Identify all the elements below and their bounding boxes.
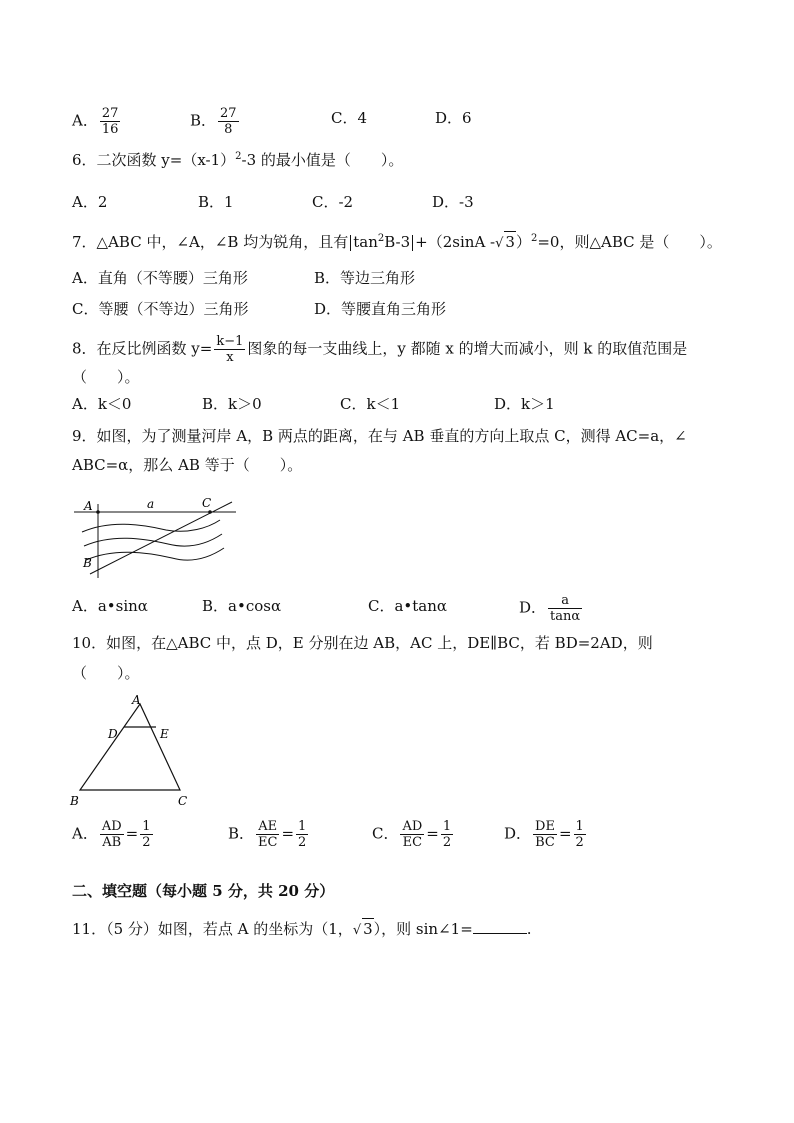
q10-stem-line1: 10．如图，在△ABC 中，点 D，E 分别在边 AB，AC 上，DE∥BC，若 BD=2AD，则 xyxy=(72,634,653,652)
q7-stem xyxy=(72,231,722,254)
q9-option-a: A．a•sinα xyxy=(72,597,148,615)
numerator: 27 xyxy=(220,106,237,121)
q8-line2: （ ）。 xyxy=(72,368,140,386)
label-a: A xyxy=(132,693,141,707)
fraction xyxy=(296,819,308,850)
option-label: B． xyxy=(228,824,255,843)
denominator: EC xyxy=(258,835,278,850)
river-wave-1 xyxy=(82,520,220,532)
fraction xyxy=(140,819,152,850)
q9-option-d xyxy=(519,593,584,624)
label-b: B xyxy=(70,794,79,808)
numerator: AE xyxy=(256,819,279,835)
abs-bar-right xyxy=(412,235,413,251)
q7-tan-rest: B-3 xyxy=(384,233,411,251)
fraction xyxy=(441,819,453,850)
q7-text-b: =0，则△ABC 是（ ）。 xyxy=(537,233,722,251)
q11-text-b: ），则 sin∠1= xyxy=(373,920,473,938)
q8-option-d: D．k＞1 xyxy=(494,395,555,413)
numerator: AD xyxy=(101,819,122,834)
triangle-abc xyxy=(80,704,180,790)
equals: = xyxy=(558,824,572,843)
numerator: a xyxy=(548,593,582,609)
fraction xyxy=(400,819,424,850)
denominator: 16 xyxy=(101,122,119,137)
section-title: 二、填空题（每小题 5 分，共 20 分） xyxy=(72,882,335,900)
fraction xyxy=(574,819,586,850)
fraction xyxy=(214,334,245,365)
q10-option-d xyxy=(504,819,588,850)
q11-sqrt-arg: 3 xyxy=(363,920,373,938)
q6-text-b: -3 的最小值是（ ）。 xyxy=(241,151,404,169)
label-small-a: a xyxy=(147,497,155,511)
point-c xyxy=(208,510,212,514)
denominator: AB xyxy=(102,835,122,850)
option-label: C． xyxy=(372,824,399,843)
q11-stem xyxy=(72,918,532,941)
q7-close: ） xyxy=(515,233,531,251)
point-a xyxy=(96,510,100,514)
q7-exponent: 2 xyxy=(530,233,538,244)
q8-stem xyxy=(72,334,687,365)
numerator: 1 xyxy=(298,819,307,834)
q11-text-a: 11．（5 分）如图，若点 A 的坐标为（1， xyxy=(72,920,353,938)
q9-stem-line1: 9．如图，为了测量河岸 A，B 两点的距离，在与 AB 垂直的方向上取点 C，测得 AC=a，∠ xyxy=(72,427,687,445)
option-label: B． xyxy=(190,111,217,130)
q10-option-c xyxy=(372,819,455,850)
q10-option-b xyxy=(228,819,310,850)
label-a: A xyxy=(84,499,93,513)
option-label: A． xyxy=(72,111,98,130)
numerator: 1 xyxy=(142,819,151,834)
denominator: 8 xyxy=(224,122,233,137)
q6-exponent: 2 xyxy=(235,151,242,162)
river-wave-2 xyxy=(84,534,222,546)
q7-option-b: B．等边三角形 xyxy=(314,269,416,287)
q9-river-figure xyxy=(70,490,242,582)
q8-text-a: 8．在反比例函数 y= xyxy=(72,339,213,358)
denominator: 2 xyxy=(442,835,452,850)
q6-text-a: 6．二次函数 y=（x-1） xyxy=(72,151,236,169)
q7-option-c: C．等腰（不等边）三角形 xyxy=(72,300,249,318)
option-label: A． xyxy=(72,824,98,843)
q8-option-b: B．k＞0 xyxy=(202,395,262,413)
q9-stem-line2: ABC=α，那么 AB 等于（ ）。 xyxy=(72,456,303,474)
q8-option-c: C．k＜1 xyxy=(340,395,401,413)
q9-option-b: B．a•cosα xyxy=(202,597,282,615)
q10-stem-line2: （ ）。 xyxy=(72,664,140,682)
fraction xyxy=(100,819,124,850)
label-c: C xyxy=(178,794,188,808)
equals: = xyxy=(426,824,439,843)
label-e: E xyxy=(160,727,169,741)
abs-bar-left xyxy=(350,235,351,251)
equals: = xyxy=(281,824,295,843)
q6-option-c: C．-2 xyxy=(312,193,354,211)
denominator: 2 xyxy=(298,835,307,850)
fraction xyxy=(256,819,279,850)
q7-text-a: 7．△ABC 中，∠A，∠B 均为锐角，且有 xyxy=(72,233,349,251)
numerator: 1 xyxy=(575,819,584,834)
equals: = xyxy=(125,824,139,843)
denominator: BC xyxy=(535,835,555,850)
q7-option-d: D．等腰直角三角形 xyxy=(314,300,447,318)
q6-option-d: D．-3 xyxy=(432,193,474,211)
label-c: C xyxy=(202,496,212,510)
denominator: EC xyxy=(402,835,423,850)
numerator: AD xyxy=(402,819,423,834)
q5-option-a xyxy=(72,106,122,137)
option-label: D． xyxy=(504,824,532,843)
numerator: k−1 xyxy=(216,334,244,349)
q8-option-a: A．k＜0 xyxy=(72,395,132,413)
q7-tan-exponent: 2 xyxy=(377,233,385,244)
denominator: 2 xyxy=(575,835,584,850)
q8-text-b: 图象的每一支曲线上，y 都随 x 的增大而减小，则 k 的取值范围是 xyxy=(247,339,688,358)
river-wave-3 xyxy=(86,548,224,560)
fraction xyxy=(548,593,582,624)
fraction xyxy=(218,106,239,137)
label-b: B xyxy=(83,556,92,570)
q7-sqrt-arg: 3 xyxy=(505,233,515,251)
option-label: D． xyxy=(519,598,547,617)
answer-blank[interactable] xyxy=(473,919,527,934)
numerator: DE xyxy=(535,819,555,834)
numerator: 1 xyxy=(442,819,452,834)
q7-option-a: A．直角（不等腰）三角形 xyxy=(72,269,248,287)
q6-option-b: B．1 xyxy=(198,193,234,211)
q5-option-c: C．4 xyxy=(331,109,368,127)
denominator: x xyxy=(226,350,234,365)
q6-stem xyxy=(72,150,403,170)
q11-end: . xyxy=(526,920,532,938)
q7-tan: tan xyxy=(353,233,378,251)
q10-triangle-figure xyxy=(66,692,196,810)
q5-option-d: D．6 xyxy=(435,109,472,127)
q9-option-c: C．a•tanα xyxy=(368,597,448,615)
denominator: 2 xyxy=(142,835,151,850)
q6-option-a: A．2 xyxy=(72,193,108,211)
q5-option-b xyxy=(190,106,241,137)
fraction xyxy=(533,819,557,850)
q10-option-a xyxy=(72,819,155,850)
q7-mid: +（2sinA - xyxy=(415,233,496,251)
label-d: D xyxy=(108,727,118,741)
numerator: 27 xyxy=(101,106,119,121)
sqrt-sign: √ xyxy=(495,236,504,251)
fraction xyxy=(100,106,121,137)
denominator: tanα xyxy=(550,609,581,624)
sqrt-sign: √ xyxy=(352,923,362,938)
